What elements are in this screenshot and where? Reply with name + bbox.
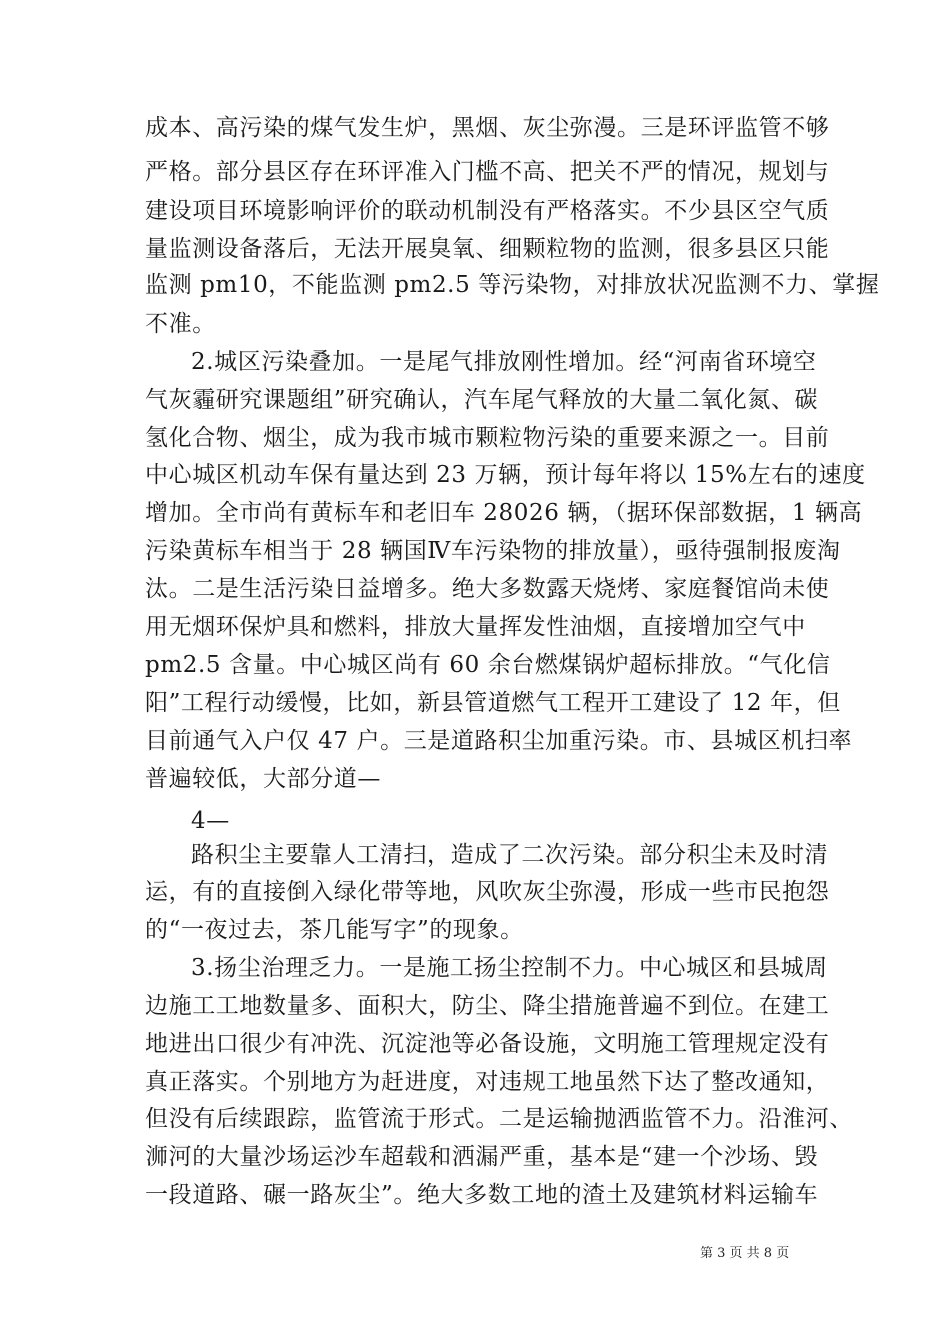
text-line: 目前通气入户仅 47 户。三是道路积尘加重污染。市、县城区机扫率 — [145, 728, 853, 754]
text-line: 3.扬尘治理乏力。一是施工扬尘控制不力。中心城区和县城周 — [191, 955, 828, 981]
text-line: 用无烟环保炉具和燃料，排放大量挥发性油烟，直接增加空气中 — [145, 614, 806, 640]
text-line: 边施工工地数量多、面积大，防尘、降尘措施普遍不到位。在建工 — [145, 993, 830, 1019]
text-line: 氢化合物、烟尘，成为我市城市颗粒物污染的重要来源之一。目前 — [145, 425, 830, 451]
text-line: 增加。全市尚有黄标车和老旧车 28026 辆，（据环保部数据，1 辆高 — [145, 500, 863, 526]
text-line: 气灰霾研究课题组”研究确认，汽车尾气释放的大量二氧化氮、碳 — [145, 387, 819, 413]
text-line: 真正落实。个别地方为赶进度，对违规工地虽然下达了整改通知， — [145, 1069, 830, 1095]
text-line: 汰。二是生活污染日益增多。绝大多数露天烧烤、家庭餐馆尚未使 — [145, 576, 830, 602]
text-line: pm2.5 含量。中心城区尚有 60 余台燃煤锅炉超标排放。“气化信 — [145, 652, 831, 678]
text-line: 但没有后续跟踪，监管流于形式。二是运输抛洒监管不力。沿淮河、 — [145, 1106, 853, 1132]
text-line: 建设项目环境影响评价的联动机制没有严格落实。不少县区空气质 — [145, 198, 830, 224]
text-line: 严格。部分县区存在环评准入门槛不高、把关不严的情况，规划与 — [145, 159, 830, 185]
text-line: 中心城区机动车保有量达到 23 万辆，预计每年将以 15%左右的速度 — [145, 462, 866, 488]
text-line: 2.城区污染叠加。一是尾气排放刚性增加。经“河南省环境空 — [191, 349, 817, 375]
text-line: 普遍较低，大部分道— — [145, 766, 381, 792]
page-marker: 4— — [191, 808, 230, 834]
text-line: 的“一夜过去，茶几能写字”的现象。 — [145, 917, 524, 943]
page-number-footer: 第 3 页 共 8 页 — [700, 1246, 790, 1261]
text-line: 监测 pm10，不能监测 pm2.5 等污染物，对排放状况监测不力、掌握 — [145, 272, 880, 298]
text-line: 运，有的直接倒入绿化带等地，风吹灰尘弥漫，形成一些市民抱怨 — [145, 879, 830, 905]
text-line: 一段道路、碾一路灰尘”。绝大多数工地的渣土及建筑材料运输车 — [145, 1182, 819, 1208]
text-line: 污染黄标车相当于 28 辆国Ⅳ车污染物的排放量），亟待强制报废淘 — [145, 538, 841, 564]
text-line: 不准。 — [145, 311, 216, 337]
text-line: 成本、高污染的煤气发生炉，黑烟、灰尘弥漫。三是环评监管不够 — [145, 115, 830, 141]
text-line: 阳”工程行动缓慢，比如，新县管道燃气工程开工建设了 12 年，但 — [145, 690, 841, 716]
text-line: 浉河的大量沙场运沙车超载和洒漏严重，基本是“建一个沙场、毁 — [145, 1144, 819, 1170]
text-line: 路积尘主要靠人工清扫，造成了二次污染。部分积尘未及时清 — [191, 842, 829, 868]
text-line: 量监测设备落后，无法开展臭氧、细颗粒物的监测，很多县区只能 — [145, 236, 830, 262]
text-line: 地进出口很少有冲洗、沉淀池等必备设施，文明施工管理规定没有 — [145, 1031, 830, 1057]
